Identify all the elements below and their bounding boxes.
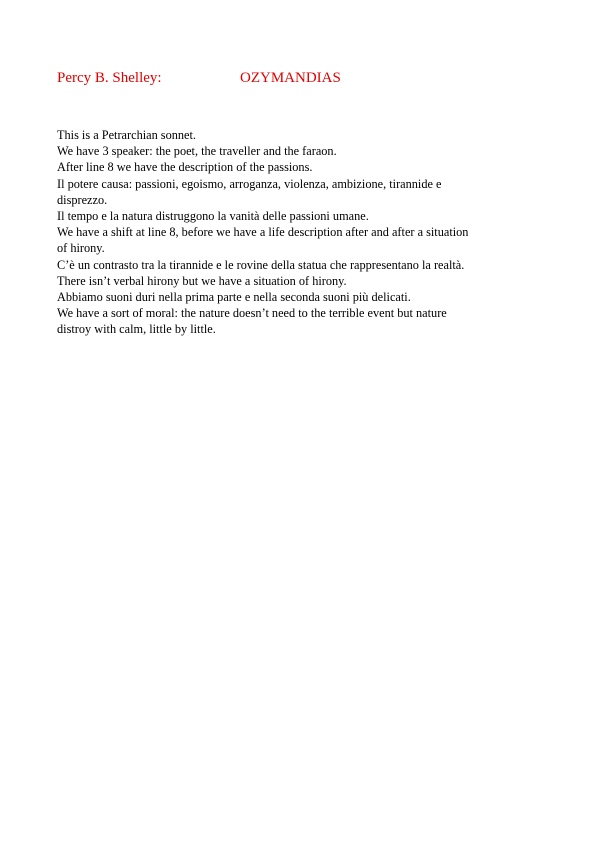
text-line: Abbiamo suoni duri nella prima parte e nella seconda suoni più delicati. (57, 290, 411, 305)
text-line: We have 3 speaker: the poet, the traveller and the faraon. (57, 144, 337, 159)
text-line: Il potere causa: passioni, egoismo, arroganza, violenza, ambizione, tirannide e (57, 176, 442, 191)
text-line: There isn’t verbal hirony but we have a situation of hirony. (57, 273, 347, 288)
poem-title: OZYMANDIAS (240, 70, 341, 86)
text-line: We have a shift at line 8, before we have a life description after and after a situation (57, 225, 469, 240)
text-line: C’è un contrasto tra la tirannide e le rovine della statua che rappresentano la realtà. (57, 257, 465, 272)
author-name: Percy B. Shelley: (57, 70, 162, 86)
text-line: distroy with calm, little by little. (57, 322, 216, 337)
text-line: After line 8 we have the description of the passions. (57, 160, 313, 175)
text-line: of hirony. (57, 241, 105, 256)
text-line: This is a Petrarchian sonnet. (57, 128, 196, 142)
text-line: Il tempo e la natura distruggono la vanità delle passioni umane. (57, 209, 369, 224)
text-line: We have a sort of moral: the nature doesn’t need to the terrible event but nature (57, 306, 447, 321)
text-line: disprezzo. (57, 192, 108, 207)
document-header (57, 70, 537, 90)
notes-body (57, 127, 537, 338)
